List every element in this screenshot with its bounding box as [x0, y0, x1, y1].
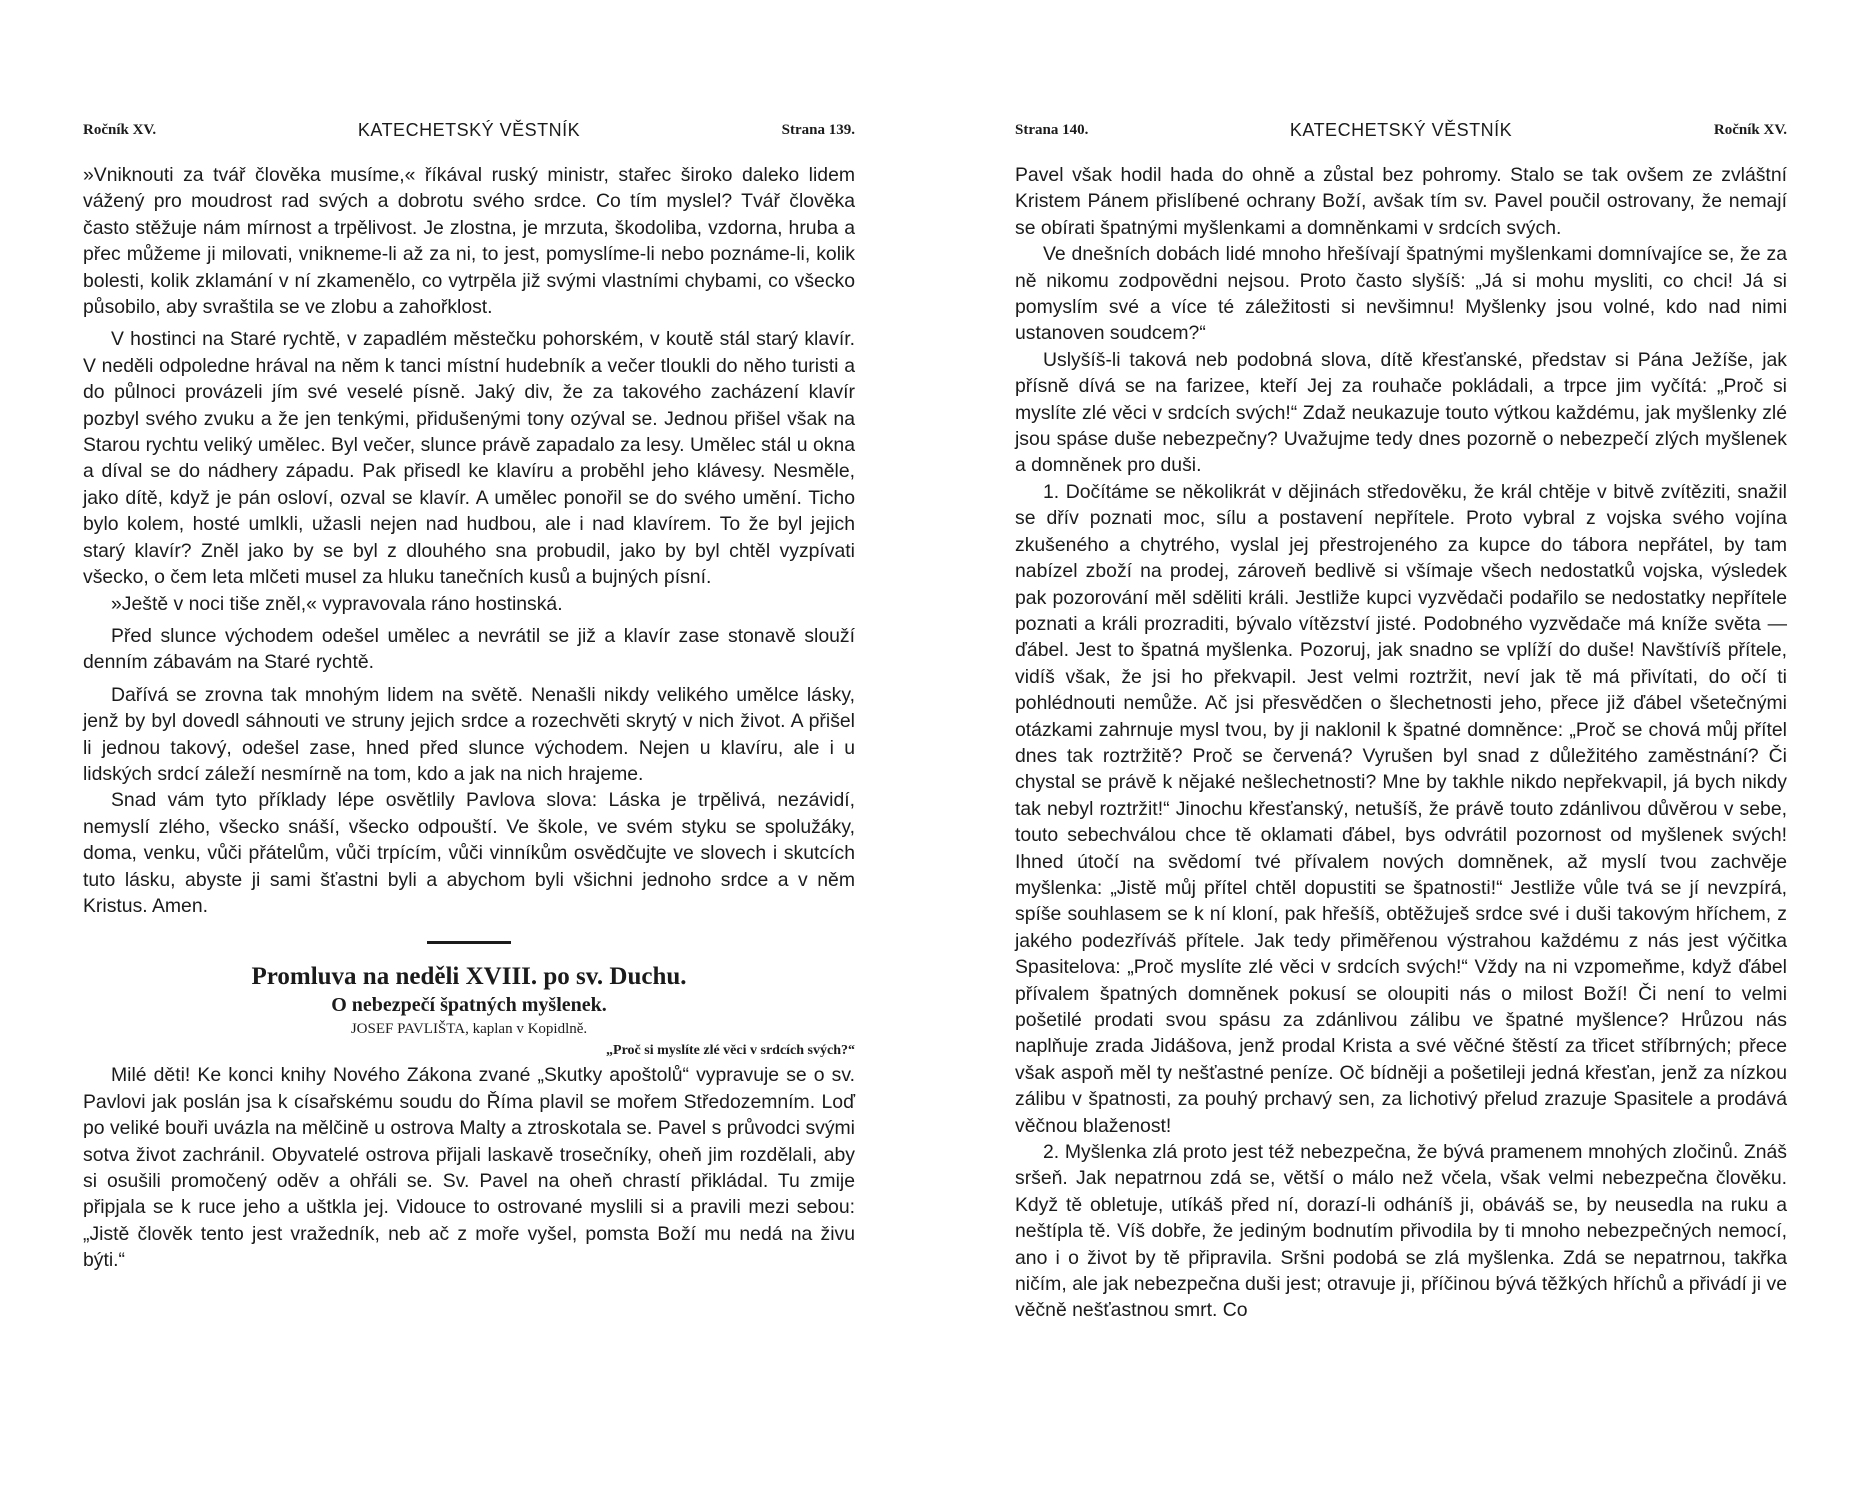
left-page	[83, 118, 855, 1274]
page-body	[1015, 162, 1787, 1324]
journal-title: KATECHETSKÝ VĚSTNÍK	[357, 120, 581, 140]
journal-title: KATECHETSKÝ VĚSTNÍK	[1289, 120, 1513, 140]
section-divider	[427, 941, 511, 944]
page-header	[83, 118, 855, 144]
page-number: Strana 139.	[781, 122, 855, 138]
paragraph: »Vniknouti za tvář člověka musíme,« říkával ruský ministr, stařec široko daleko lidem vážený pro moudrost rad svých a dobrotu svého srdce. Co tím myslel? Tvář člověka často stěžuje nám mírnost a trpělivost. Je zlostna, je mrzuta, škodoliba, vzdorna, hruba a přec můžeme ji milovati, vnikneme-li až za ni, to jest, pomyslíme-li nebo poznáme-li, kolik bolesti, kolik zklamání v ní zkamenělo, co vytrpěla již svými vlastními chybami, co všecko působilo, aby svraštila se ve zlobu a zahořklost.	[83, 164, 855, 319]
paragraph: »Ještě v noci tiše zněl,« vypravovala ráno hostinská.	[111, 592, 563, 615]
paragraph: 2. Myšlenka zlá proto jest též nebezpečna, že bývá pramenem mnohých zločinů. Znáš sršeň. Jak nepatrnou zdá se, větší o málo než včela, však velmi nebezpečna člověku. Když tě obletuje, utíkáš před ní, dorazí-li odháníš ji, obáváš se, by neusedla na ruku a neštípla tě. Víš dobře, že jediným bodnutím přivodila by ti mnoho nebezpečných nemocí, ano i o život by tě připravila. Sršni podobá se zlá myšlenka. Zdá se nepatrnou, takřka ničím, ale jak nebezpečna duši jest; otravuje ji, příčinou bývá těžkých hříchů a přivádí ji ve věčně nešťastnou smrt. Co	[1015, 1141, 1787, 1322]
volume-label: Ročník XV.	[1713, 122, 1787, 138]
sermon-author: JOSEF PAVLIŠTA, kaplan v Kopidlně.	[350, 1021, 588, 1038]
paragraph: Snad vám tyto příklady lépe osvětlily Pavlova slova: Láska je trpělivá, nezávidí, nemyslí zlého, všecko snáší, všecko odpouští. Ve škole, ve svém styku se spolužáky, doma, venku, vůči přátelům, vůči trpícím, vůči vinníkům osvědčujte ve slovech i skutcích tuto lásku, abyste ji sami šťastni byli a abychom byli všichni jednoho srdce a v něm Kristus. Amen.	[83, 789, 855, 917]
paragraph: Pavel však hodil hada do ohně a zůstal bez pohromy. Stalo se tak ovšem ze zvláštní Kristem Pánem přislíbené ochrany Boží, avšak tím sv. Pavel poučil ostrovany, že nemají se obírati špatnými myšlenkami a domněnkami v srdcích svých.	[1015, 164, 1787, 239]
sermon-title: Promluva na neděli XVIII. po sv. Duchu.	[251, 963, 687, 991]
paragraph: V hostinci na Staré rychtě, v zapadlém městečku pohorském, v koutě stál starý klavír. V neděli odpoledne hrával na něm k tanci místní hudebník a večer tloukli do něho turisti a do půlnoci provázeli jím své veselé písně. Jaký div, že za takového zacházení klavír pozbyl svého zvuku a že jen tenkými, přidušenými tony ozýval se. Jednou přišel však na Starou rychtu veliký umělec. Byl večer, slunce právě zapadalo za lesy. Umělec stál u okna a díval se do nádhery západu. Pak přisedl ke klavíru a proběhl jeho klávesy. Nesměle, jako dítě, když je pán osloví, ozval se klavír. A umělec ponořil se do svého umění. Ticho bylo kolem, hosté umlkli, užasli nejen nad hudbou, ale i nad klavírem. To že byl jejich starý klavír? Zněl jako by se byl z dlouhého sna probudil, jako by byl chtěl vyzpívati všecko, o čem leta mlčeti musel za hluku tanečních kusů a bujných písní.	[83, 328, 855, 589]
page-body	[83, 162, 855, 1274]
paragraph: 1. Dočítáme se několikrát v dějinách středověku, že král chtěje v bitvě zvítěziti, snažil se dřív poznati moc, sílu a postavení nepřítele. Proto vybral z vojska svého vojína zkušeného a chytrého, vyslal jej přestrojeného za kupce do tábora nepřátel, by tam nabízel zboží na prodej, zároveň bedlivě si všímaje všech nedostatků vojska, výsledek pak pozorování měl sděliti králi. Jestliže kupci vyzvědači podařilo se nedostatky nepřítele poznati a králi prozraditi, bývalo vítězství jisté. Podobného vyzvědače má kníže světa — ďábel. Jest to špatná myšlenka. Pozoruj, jak snadno se vplíží do duše! Navštívíš přítele, vidíš však, že jsi ho překvapil. Jest velmi roztržit, neví jak tě má přivítati, do očí ti pohlédnouti nemůže. Ač jsi přesvědčen o šlechetnosti jeho, přece již ďábel všetečnými otázkami zahrnuje mysl tvou, by ji naklonil k špatné domněnce: „Proč se chová můj přítel dnes tak roztržitě? Proč se červená? Vyrušen byl snad z důležitého zaměstnání? Či chystal se právě k nějaké nešlechetnosti? Mne by takhle nikdo nepřekvapil, já bych nikdy tak nebyl roztržit!“ Jinochu křesťanský, netušíš, že právě touto zdánlivou důvěrou v sebe, touto sebechválou chce tě oklamati ďábel, bys odvrátil pozornost od myšlenek svých! Ihned útočí na svědomí tvé přívalem nových domněnek, až myslí tvou zachvěje myšlenka: „Jistě můj přítel chtěl dopustiti se špatnosti!“ Jestliže vůle tvá se jí nevzpírá, spíše souhlasem se k ní kloní, pak hřešíš, obtěžuješ srdce své i duši takovým hříchem, z jakého podezříváš přítele. Jak tedy přiměřenou výstrahou každému z nás jest výčitka Spasitelova: „Proč myslíte zlé věci v srdcích svých!“ Vždy na ni vzpomeňme, když ďábel přívalem špatných domněnek pokusí se oloupiti nás o milost Boží! Či není to velmi pošetilé prodati svou spásu za zdánlivou zálibu ve špatné myšlence? Hrůzou nás naplňuje zrada Jidášova, jenž prodal Krista a své věčné štěstí za třicet stříbrných; přece však aspoň měl ty nešťastné peníze. Oč bídněji a pošetileji jedná křesťan, jenž za nízkou zálibu v špatnosti, za pouhý prchavý sen, za lichotivý přelud zrazuje Spasitele a prodává věčnou blaženost!	[1015, 480, 1787, 1137]
paragraph: Před slunce východem odešel umělec a nevrátil se již a klavír zase stonavě slouží denním zábavám na Staré rychtě.	[83, 624, 855, 674]
paragraph: Uslyšíš-li taková neb podobná slova, dítě křesťanské, představ si Pána Ježíše, jak přísně dívá se na farizee, kteří Jej za rouhače pokládali, a trpce jim vyčítá: „Proč si myslíte zlé věci v srdcích svých!“ Zdaž neukazuje touto výtkou každému, jak myšlenky zlé jsou spáse duše nebezpečny? Uvažujme tedy dnes pozorně o nebezpečí zlých myšlenek a domněnek pro duši.	[1015, 348, 1787, 477]
right-page	[1015, 118, 1787, 1324]
page-header	[1015, 118, 1787, 144]
paragraph: Dařívá se zrovna tak mnohým lidem na světě. Nenašli nikdy velikého umělce lásky, jenž by byl dovedl sáhnouti ve struny jejich srdce a rozechvěti skrytý v nich život. A přišel li jednou takový, odešel zase, hned před slunce východem. Nejen u klavíru, ale i u lidských srdcí záleží nesmírně na tom, kdo a jak na nich hrajeme.	[83, 683, 855, 785]
sermon-subtitle: O nebezpečí špatných myšlenek.	[331, 994, 607, 1017]
sermon-motto: „Proč si myslíte zlé věci v srdcích svých?“	[606, 1043, 855, 1059]
page-number: Strana 140.	[1015, 122, 1089, 138]
paragraph: Ve dnešních dobách lidé mnoho hřešívají špatnými myšlenkami domnívajíce se, že za ně nikomu zodpovědni nejsou. Proto často slyšíš: „Já si mohu mysliti, co chci! Já si pomyslím své a více té záležitosti si nevšimnu! Myšlenky jsou volné, kdo nad nimi ustanoven soudcem?“	[1015, 243, 1787, 345]
paragraph: Milé děti! Ke konci knihy Nového Zákona zvané „Skutky apoštolů“ vypravuje se o sv. Pavlovi jak poslán jsa k císařskému soudu do Říma plavil se mořem Středozemním. Loď po veliké bouři uvázla na mělčině u ostrova Malty a ztroskotala se. Pavel s průvodci svými sotva život zachránil. Obyvatelé ostrova přijali laskavě trosečníky, oheň jim rozdělali, aby si osušili promočený oděv a ohřáli se. Sv. Pavel na oheň chrastí přikládal. Tu zmije připjala se k ruce jeho a uštkla jej. Vidouce to ostrované myslili si a pravili mezi sebou: „Jistě člověk tento jest vražedník, neb ač z moře vyšel, pomsta Boží mu nedá na živu býti.“	[83, 1064, 855, 1272]
volume-label: Ročník XV.	[83, 122, 157, 138]
